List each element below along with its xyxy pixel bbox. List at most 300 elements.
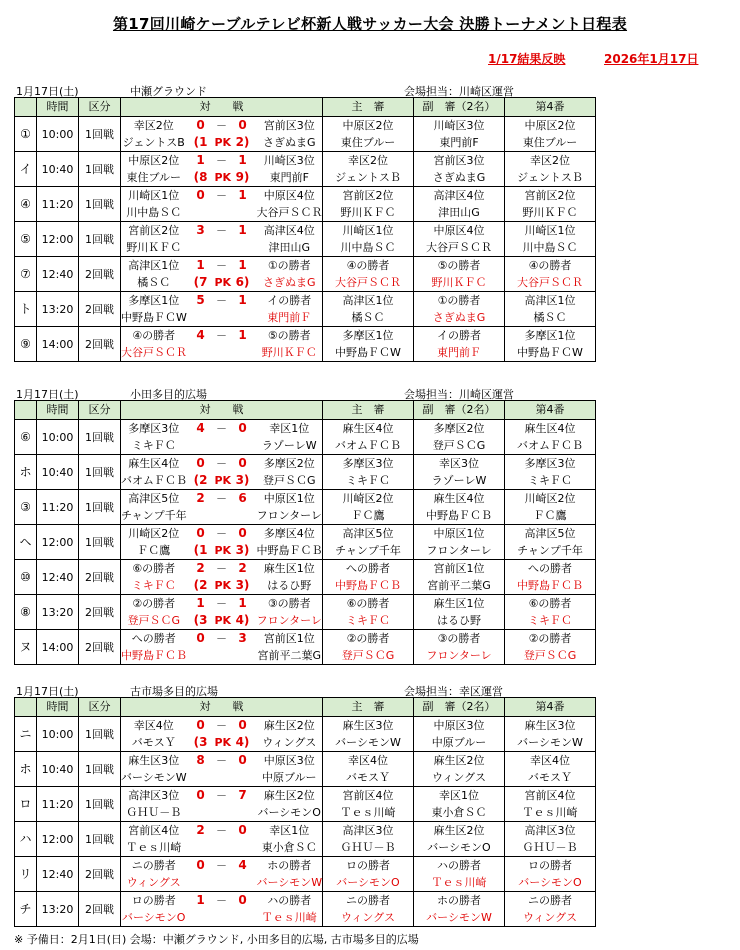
assistant-team: 東門前F (414, 134, 505, 152)
match-row (15, 595, 721, 613)
pk-label (215, 769, 229, 787)
pk-a (187, 769, 215, 787)
header-referee: 主 審 (323, 698, 414, 717)
score-a: 1 (187, 152, 215, 170)
assistant-team: はるひ野 (414, 612, 505, 630)
fourth-team: 東住ブルー (505, 134, 596, 152)
fourth-team: ＦＣ鷹 (505, 507, 596, 525)
score-b: 0 (229, 455, 257, 473)
team-a-name: バーシモンO (121, 909, 187, 927)
match-round: 1回戦 (79, 717, 121, 752)
match-round: 1回戦 (79, 152, 121, 187)
assistant-team: バーシモンO (414, 839, 505, 857)
pk-b: 2) (229, 134, 257, 152)
assistant-team: 登戸ＳＣG (414, 437, 505, 455)
fourth-rank: 高津区1位 (505, 292, 596, 310)
team-a-name: 登戸ＳＣG (121, 612, 187, 630)
assistant-team: さぎぬまG (414, 309, 505, 327)
match-row-teams (15, 507, 721, 525)
schedule-table (14, 400, 721, 665)
match-row-teams (15, 239, 721, 257)
pk-b (229, 309, 257, 327)
team-a-name: ＦＣ鷹 (121, 542, 187, 560)
match-number: ヌ (15, 630, 37, 665)
score-b: 0 (229, 420, 257, 438)
fourth-team: ミキＦＣ (505, 472, 596, 490)
fourth-rank: 幸区4位 (505, 752, 596, 770)
match-time: 12:40 (37, 560, 79, 595)
fourth-team: ミキＦＣ (505, 612, 596, 630)
referee-team: 中野島ＦＣW (323, 344, 414, 362)
team-a: 幸区2位 (121, 117, 187, 135)
match-time: 10:40 (37, 752, 79, 787)
header-match: 対 戦 (121, 98, 323, 117)
team-a-name: 大谷戸ＳＣＲ (121, 344, 187, 362)
assistant-team: ウィングス (414, 769, 505, 787)
referee-team: Ｔｅｓ川崎 (323, 804, 414, 822)
pk-label (215, 804, 229, 822)
pk-label: PK (215, 472, 229, 490)
match-row (15, 327, 721, 345)
team-a-name: 東住ブルー (121, 169, 187, 187)
assistant-team: 東門前Ｆ (414, 344, 505, 362)
pk-label (215, 344, 229, 362)
section-venue: 古市場多目的広場 (130, 685, 218, 698)
fourth-rank: 麻生区4位 (505, 420, 596, 438)
match-round: 1回戦 (79, 222, 121, 257)
score-dash: － (215, 630, 229, 648)
match-number: ホ (15, 752, 37, 787)
pk-b: 4) (229, 612, 257, 630)
score-dash: － (215, 892, 229, 910)
match-row-teams (15, 472, 721, 490)
score-dash: － (215, 222, 229, 240)
score-b: 1 (229, 595, 257, 613)
score-dash: － (215, 327, 229, 345)
match-time: 10:40 (37, 152, 79, 187)
pk-a (187, 437, 215, 455)
match-row (15, 560, 721, 578)
pk-a (187, 804, 215, 822)
score-b: 4 (229, 857, 257, 875)
score-a: 2 (187, 490, 215, 508)
team-a-name: ＧＨＵ－Ｂ (121, 804, 187, 822)
assistant-rank: ホの勝者 (414, 892, 505, 910)
team-a: 高津区5位 (121, 490, 187, 508)
pk-a: (3 (187, 612, 215, 630)
pk-label (215, 839, 229, 857)
update-note: 1/17結果反映 (488, 52, 566, 66)
team-a: ④の勝者 (121, 327, 187, 345)
pk-a: (1 (187, 134, 215, 152)
referee-rank: ロの勝者 (323, 857, 414, 875)
match-row-teams (15, 874, 721, 892)
match-row (15, 822, 721, 840)
section-management: 会場担当：川崎区運営 (404, 85, 514, 98)
score-dash: － (215, 187, 229, 205)
match-row-teams (15, 309, 721, 327)
match-time: 11:20 (37, 187, 79, 222)
team-a-name: 橘ＳＣ (121, 274, 187, 292)
team-a: 宮前区4位 (121, 822, 187, 840)
match-time: 11:20 (37, 787, 79, 822)
referee-rank: への勝者 (323, 560, 414, 578)
pk-b (229, 647, 257, 665)
score-b: 0 (229, 525, 257, 543)
referee-rank: 高津区1位 (323, 292, 414, 310)
header-row (15, 98, 721, 117)
team-b-name: 津田山G (257, 239, 323, 257)
match-row (15, 490, 721, 508)
match-number: ⑧ (15, 595, 37, 630)
match-row (15, 455, 721, 473)
fourth-rank: 宮前区4位 (505, 787, 596, 805)
match-row-teams (15, 344, 721, 362)
header-number (15, 401, 37, 420)
fourth-rank: 宮前区2位 (505, 187, 596, 205)
match-number: ト (15, 292, 37, 327)
match-round: 2回戦 (79, 595, 121, 630)
pk-b (229, 344, 257, 362)
score-b: 0 (229, 717, 257, 735)
team-b: 高津区4位 (257, 222, 323, 240)
match-number: ホ (15, 455, 37, 490)
team-b-name: フロンターレ (257, 612, 323, 630)
referee-rank: 高津区3位 (323, 822, 414, 840)
match-row-teams (15, 169, 721, 187)
team-b: 多摩区4位 (257, 525, 323, 543)
referee-team: ＧＨＵ－Ｂ (323, 839, 414, 857)
team-a: ⑥の勝者 (121, 560, 187, 578)
section-venue: 小田多目的広場 (130, 388, 207, 401)
assistant-team: さぎぬまG (414, 169, 505, 187)
pk-b: 4) (229, 734, 257, 752)
match-row (15, 117, 721, 135)
team-b-name: さぎぬまG (257, 274, 323, 292)
assistant-team: 中野島ＦＣＢ (414, 507, 505, 525)
match-number: イ (15, 152, 37, 187)
team-b-name: フロンターレ (257, 507, 323, 525)
section-date: 1月17日(土) (16, 685, 79, 698)
assistant-rank: 多摩区2位 (414, 420, 505, 438)
fourth-team: ウィングス (505, 909, 596, 927)
match-row-teams (15, 839, 721, 857)
team-a-name: ウィングス (121, 874, 187, 892)
referee-rank: 川崎区1位 (323, 222, 414, 240)
fourth-team: バーシモンO (505, 874, 596, 892)
pk-b (229, 804, 257, 822)
team-a-name: チャンプ千年 (121, 507, 187, 525)
assistant-rank: 麻生区2位 (414, 752, 505, 770)
score-b: 1 (229, 187, 257, 205)
pk-label (215, 437, 229, 455)
section-management: 会場担当：幸区運営 (404, 685, 503, 698)
match-round: 1回戦 (79, 420, 121, 455)
team-a-name: Ｔｅｓ川崎 (121, 839, 187, 857)
assistant-team: フロンターレ (414, 542, 505, 560)
header-assistant: 副 審（2名） (414, 698, 505, 717)
match-time: 12:40 (37, 257, 79, 292)
pk-label: PK (215, 542, 229, 560)
pk-a (187, 507, 215, 525)
match-number: ハ (15, 822, 37, 857)
match-row (15, 257, 721, 275)
team-b: 多摩区2位 (257, 455, 323, 473)
assistant-rank: ③の勝者 (414, 630, 505, 648)
referee-team: 大谷戸ＳＣＲ (323, 274, 414, 292)
pk-b (229, 204, 257, 222)
fourth-rank: ロの勝者 (505, 857, 596, 875)
score-dash: － (215, 822, 229, 840)
match-time: 13:20 (37, 892, 79, 927)
pk-label: PK (215, 169, 229, 187)
match-round: 1回戦 (79, 787, 121, 822)
assistant-rank: 麻生区1位 (414, 595, 505, 613)
header-round: 区分 (79, 698, 121, 717)
team-b-name: 東門前Ｆ (257, 309, 323, 327)
team-a-name: バモスＹ (121, 734, 187, 752)
referee-team: バモスＹ (323, 769, 414, 787)
team-a: 宮前区2位 (121, 222, 187, 240)
team-a: 麻生区4位 (121, 455, 187, 473)
match-row-teams (15, 134, 721, 152)
assistant-rank: 幸区3位 (414, 455, 505, 473)
team-b-name: バーシモンO (257, 804, 323, 822)
match-time: 12:00 (37, 525, 79, 560)
referee-rank: 宮前区2位 (323, 187, 414, 205)
match-row (15, 525, 721, 543)
fourth-team: バオムＦＣＢ (505, 437, 596, 455)
pk-b: 6) (229, 274, 257, 292)
referee-team: 野川ＫＦＣ (323, 204, 414, 222)
team-b-name: バーシモンW (257, 874, 323, 892)
fourth-team: 登戸ＳＣG (505, 647, 596, 665)
header-time: 時間 (37, 98, 79, 117)
assistant-team: 野川ＫＦＣ (414, 274, 505, 292)
pk-a (187, 309, 215, 327)
header-match: 対 戦 (121, 401, 323, 420)
pk-b (229, 839, 257, 857)
score-dash: － (215, 752, 229, 770)
team-b: ⑤の勝者 (257, 327, 323, 345)
score-dash: － (215, 152, 229, 170)
team-b: ①の勝者 (257, 257, 323, 275)
match-number: ヘ (15, 525, 37, 560)
match-time: 10:00 (37, 117, 79, 152)
team-b: ③の勝者 (257, 595, 323, 613)
match-time: 13:20 (37, 292, 79, 327)
team-a: 川崎区2位 (121, 525, 187, 543)
match-row-teams (15, 909, 721, 927)
assistant-team: 大谷戸ＳＣＲ (414, 239, 505, 257)
team-b-name: 中原ブルー (257, 769, 323, 787)
match-row (15, 630, 721, 648)
match-row (15, 892, 721, 910)
fourth-team: バーシモンW (505, 734, 596, 752)
match-row-teams (15, 769, 721, 787)
score-a: 4 (187, 327, 215, 345)
assistant-team: 中原ブルー (414, 734, 505, 752)
score-a: 1 (187, 892, 215, 910)
fourth-team: バモスＹ (505, 769, 596, 787)
assistant-rank: 高津区4位 (414, 187, 505, 205)
referee-team: バーシモンO (323, 874, 414, 892)
score-dash: － (215, 117, 229, 135)
match-round: 2回戦 (79, 630, 121, 665)
team-a-name: 中野島ＦＣW (121, 309, 187, 327)
assistant-rank: 中原区1位 (414, 525, 505, 543)
fourth-team: ジェントスＢ (505, 169, 596, 187)
assistant-rank: 宮前区1位 (414, 560, 505, 578)
score-a: 5 (187, 292, 215, 310)
team-b-name: 中野島ＦＣＢ (257, 542, 323, 560)
team-b: 幸区1位 (257, 420, 323, 438)
score-dash: － (215, 787, 229, 805)
referee-rank: 幸区2位 (323, 152, 414, 170)
pk-label (215, 647, 229, 665)
header-fourth: 第4番 (505, 401, 596, 420)
team-b: 宮前区3位 (257, 117, 323, 135)
match-round: 2回戦 (79, 892, 121, 927)
score-b: 1 (229, 222, 257, 240)
team-b: 川崎区3位 (257, 152, 323, 170)
section-management: 会場担当：川崎区運営 (404, 388, 514, 401)
fourth-team: 大谷戸ＳＣＲ (505, 274, 596, 292)
fourth-team: 中野島ＦＣW (505, 344, 596, 362)
score-b: 0 (229, 752, 257, 770)
pk-b: 9) (229, 169, 257, 187)
match-time: 12:40 (37, 857, 79, 892)
team-b: 麻生区2位 (257, 787, 323, 805)
score-a: 2 (187, 822, 215, 840)
match-time: 11:20 (37, 490, 79, 525)
pk-a (187, 874, 215, 892)
score-a: 2 (187, 560, 215, 578)
pk-label (215, 507, 229, 525)
score-a: 3 (187, 222, 215, 240)
team-b: 麻生区1位 (257, 560, 323, 578)
match-time: 10:40 (37, 455, 79, 490)
match-row-teams (15, 647, 721, 665)
team-a: ニの勝者 (121, 857, 187, 875)
header-referee: 主 審 (323, 98, 414, 117)
header-round: 区分 (79, 401, 121, 420)
match-number: チ (15, 892, 37, 927)
header-referee: 主 審 (323, 401, 414, 420)
match-round: 1回戦 (79, 752, 121, 787)
referee-team: チャンプ千年 (323, 542, 414, 560)
match-row-teams (15, 274, 721, 292)
footer-note: ※ 予備日：2月1日(日) 会場：中瀬グラウンド, 小田多目的広場, 古市場多目的広場 (14, 933, 419, 946)
referee-team: 中野島ＦＣＢ (323, 577, 414, 595)
fourth-team: 中野島ＦＣＢ (505, 577, 596, 595)
referee-team: ＦＣ鷹 (323, 507, 414, 525)
match-round: 2回戦 (79, 257, 121, 292)
header-fourth: 第4番 (505, 698, 596, 717)
team-a-name: バーシモンW (121, 769, 187, 787)
team-a-name: バオムＦＣＢ (121, 472, 187, 490)
assistant-rank: ①の勝者 (414, 292, 505, 310)
team-b: 幸区1位 (257, 822, 323, 840)
score-dash: － (215, 560, 229, 578)
date-note: 2026年1月17日 (604, 52, 699, 66)
pk-label (215, 204, 229, 222)
pk-a (187, 839, 215, 857)
score-a: 0 (187, 630, 215, 648)
match-number: ④ (15, 187, 37, 222)
score-b: 1 (229, 327, 257, 345)
match-time: 14:00 (37, 327, 79, 362)
pk-b (229, 437, 257, 455)
match-number: ⑦ (15, 257, 37, 292)
match-round: 1回戦 (79, 187, 121, 222)
team-b: 中原区1位 (257, 490, 323, 508)
score-a: 0 (187, 455, 215, 473)
fourth-team: 野川ＫＦＣ (505, 204, 596, 222)
team-a: 多摩区1位 (121, 292, 187, 310)
team-a-name: 川中島ＳＣ (121, 204, 187, 222)
score-a: 0 (187, 717, 215, 735)
header-round: 区分 (79, 98, 121, 117)
team-a-name: 中野島ＦＣＢ (121, 647, 187, 665)
match-row (15, 187, 721, 205)
match-row-teams (15, 612, 721, 630)
team-b-name: Ｔｅｓ川崎 (257, 909, 323, 927)
fourth-rank: ④の勝者 (505, 257, 596, 275)
referee-rank: 幸区4位 (323, 752, 414, 770)
team-b-name: はるひ野 (257, 577, 323, 595)
header-fourth: 第4番 (505, 98, 596, 117)
pk-label: PK (215, 612, 229, 630)
pk-b (229, 239, 257, 257)
assistant-rank: イの勝者 (414, 327, 505, 345)
header-number (15, 98, 37, 117)
score-b: 2 (229, 560, 257, 578)
assistant-team: ラゾーレW (414, 472, 505, 490)
pk-a: (1 (187, 542, 215, 560)
score-b: 7 (229, 787, 257, 805)
match-time: 12:00 (37, 222, 79, 257)
match-round: 2回戦 (79, 327, 121, 362)
pk-b (229, 769, 257, 787)
team-b-name: さぎぬまG (257, 134, 323, 152)
match-number: ⑩ (15, 560, 37, 595)
pk-b (229, 909, 257, 927)
team-a: 多摩区3位 (121, 420, 187, 438)
team-a: ②の勝者 (121, 595, 187, 613)
pk-a (187, 647, 215, 665)
schedule-table (14, 97, 721, 362)
team-b-name: ウィングス (257, 734, 323, 752)
fourth-team: チャンプ千年 (505, 542, 596, 560)
section-date: 1月17日(土) (16, 388, 79, 401)
match-round: 2回戦 (79, 560, 121, 595)
score-b: 1 (229, 257, 257, 275)
referee-rank: ⑥の勝者 (323, 595, 414, 613)
header-number (15, 698, 37, 717)
referee-rank: ④の勝者 (323, 257, 414, 275)
match-number: ③ (15, 490, 37, 525)
team-a-name: ミキＦＣ (121, 577, 187, 595)
assistant-rank: 川崎区3位 (414, 117, 505, 135)
team-b-name: 登戸ＳＣG (257, 472, 323, 490)
match-row-teams (15, 804, 721, 822)
fourth-rank: 川崎区2位 (505, 490, 596, 508)
match-row (15, 420, 721, 438)
score-dash: － (215, 292, 229, 310)
pk-b: 3) (229, 542, 257, 560)
match-row (15, 857, 721, 875)
